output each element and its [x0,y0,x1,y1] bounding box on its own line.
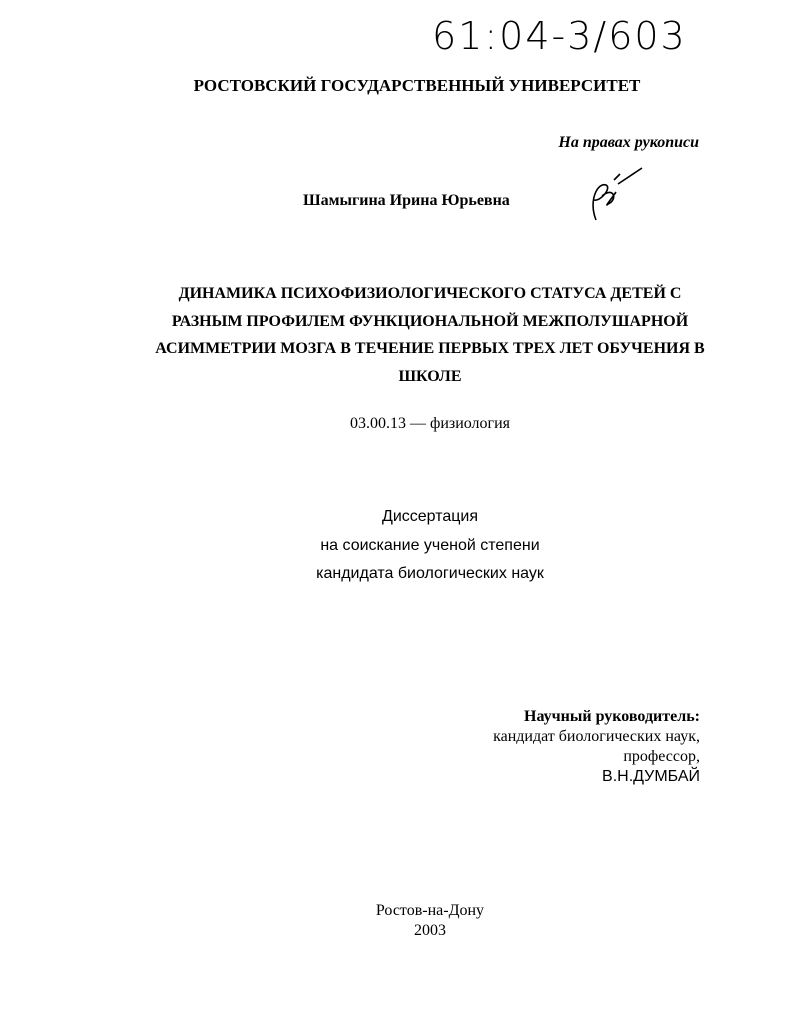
supervisor-block [493,707,700,787]
manuscript-rights: На правах рукописи [558,134,699,151]
title-line: РАЗНЫМ ПРОФИЛЕМ ФУНКЦИОНАЛЬНОЙ МЕЖПОЛУШАРНОЙ [171,312,689,330]
specialty: 03.00.13 — физиология [349,415,511,432]
title-line: АСИММЕТРИИ МОЗГА В ТЕЧЕНИЕ ПЕРВЫХ ТРЕХ ЛЕТ ОБУЧЕНИЯ В [155,340,705,357]
supervisor-line: кандидат биологических наук, [493,728,700,745]
degree-line: на соискание ученой степени [320,536,540,554]
signature [578,160,648,230]
supervisor-label: Научный руководитель: [524,708,700,725]
title-line: ДИНАМИКА ПСИХОФИЗИОЛОГИЧЕСКОГО СТАТУСА ДЕТЕЙ С [178,285,682,302]
city: Ростов-на-Дону [375,902,485,919]
author-name: Шамыгина Ирина Юрьевна [303,192,510,209]
degree-block [0,503,794,589]
university-name: РОСТОВСКИЙ ГОСУДАРСТВЕННЫЙ УНИВЕРСИТЕТ [193,76,641,95]
supervisor-name: В.Н.ДУМБАЙ [602,768,700,785]
year: 2003 [414,922,446,939]
degree-line: Диссертация [381,508,479,525]
dissertation-title [0,280,794,390]
title-line: ШКОЛЕ [398,367,462,385]
handwritten-archive-number: 61:04-3/603 [432,14,687,58]
footer [0,901,794,941]
degree-line: кандидата биологических наук [316,565,544,582]
supervisor-line: профессор, [623,748,700,765]
